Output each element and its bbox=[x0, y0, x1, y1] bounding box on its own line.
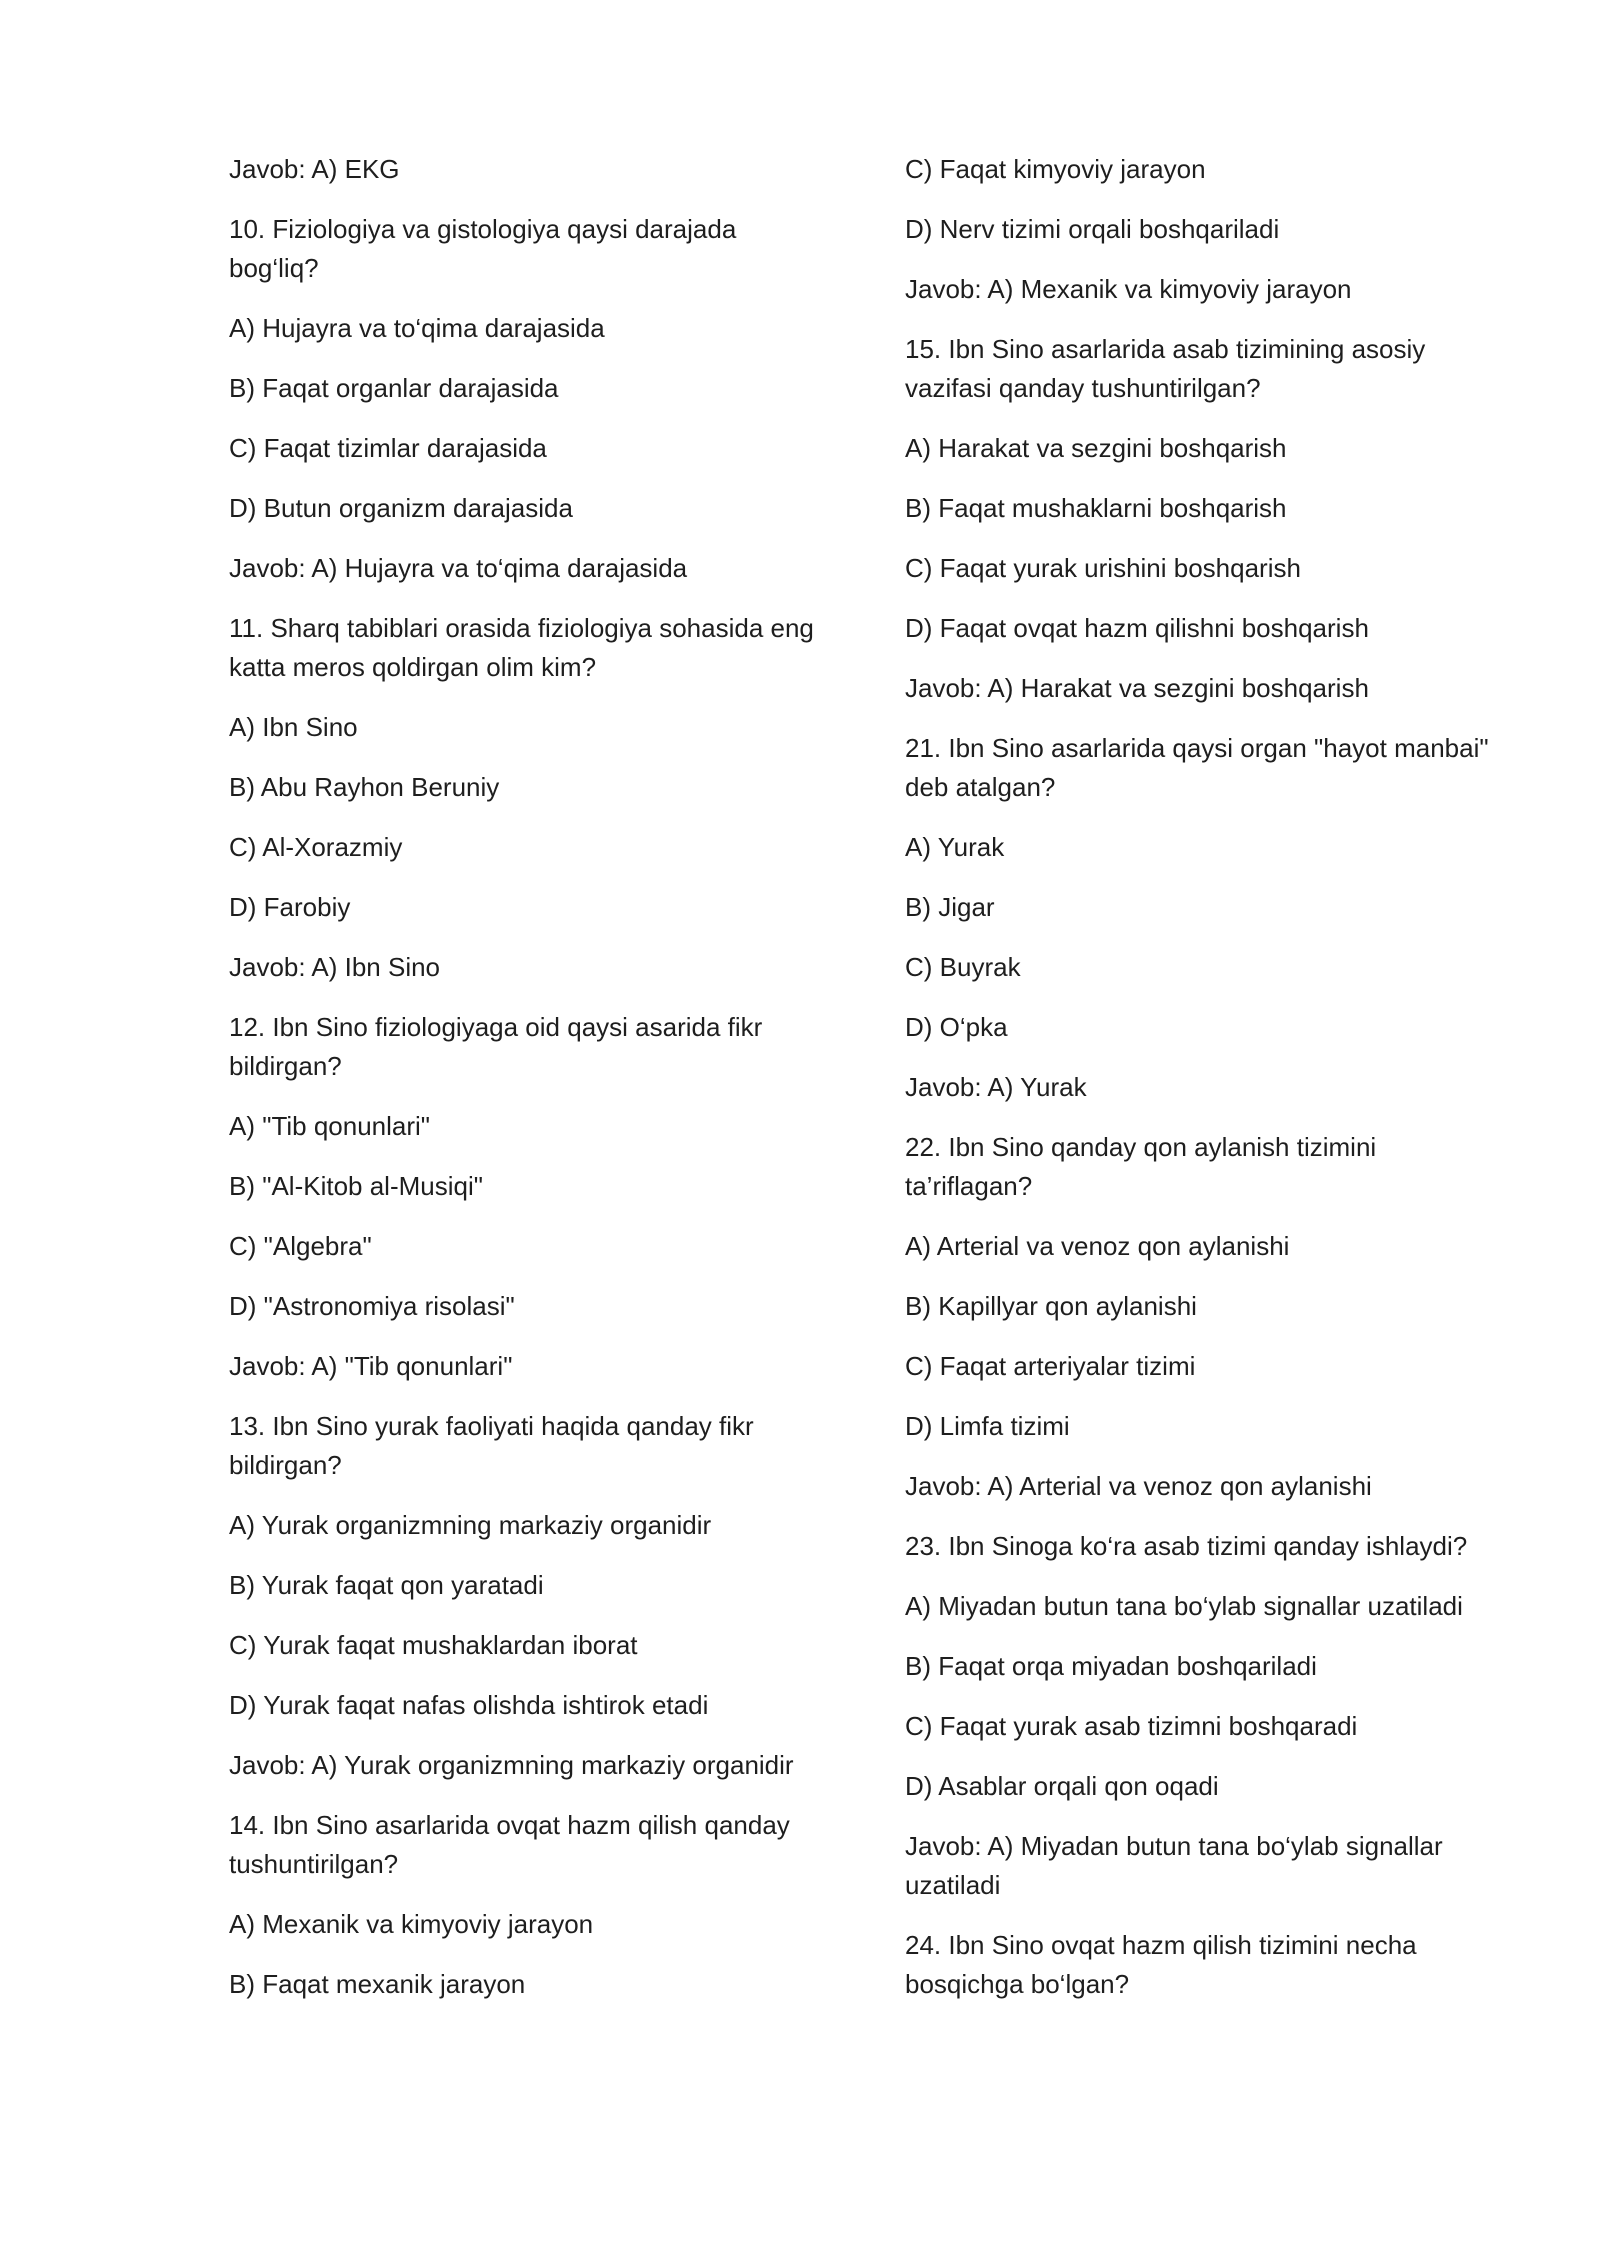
option-paragraph: B) Faqat orqa miyadan boshqariladi bbox=[905, 1651, 1317, 1681]
option-paragraph: C) Faqat tizimlar darajasida bbox=[229, 433, 547, 463]
option-paragraph: A) Miyadan butun tana bo‘ylab signallar uzatiladi bbox=[905, 1591, 1463, 1621]
option-paragraph: D) Faqat ovqat hazm qilishni boshqarish bbox=[905, 613, 1369, 643]
option-paragraph: D) Nerv tizimi orqali boshqariladi bbox=[905, 214, 1280, 244]
paragraph: Javob: A) EKG bbox=[229, 154, 400, 184]
answer-paragraph: Javob: A) Ibn Sino bbox=[229, 952, 441, 982]
answer-paragraph: Javob: A) Arterial va venoz qon aylanishi bbox=[905, 1471, 1372, 1501]
option-paragraph: A) Mexanik va kimyoviy jarayon bbox=[229, 1909, 594, 1939]
option-paragraph: D) Yurak faqat nafas olishda ishtirok etadi bbox=[229, 1690, 709, 1720]
option-paragraph: A) "Tib qonunlari" bbox=[229, 1111, 431, 1141]
question-paragraph: 23. Ibn Sinoga ko‘ra asab tizimi qanday ishlaydi? bbox=[905, 1531, 1468, 1561]
answer-paragraph: Javob: A) Harakat va sezgini boshqarish bbox=[905, 673, 1369, 703]
option-paragraph: C) Faqat arteriyalar tizimi bbox=[905, 1351, 1196, 1381]
answer-paragraph: Javob: A) Miyadan butun tana bo‘ylab signallar uzatiladi bbox=[905, 1831, 1443, 1900]
option-paragraph: D) Butun organizm darajasida bbox=[229, 493, 573, 523]
option-paragraph: B) Faqat mushaklarni boshqarish bbox=[905, 493, 1287, 523]
option-paragraph: D) Farobiy bbox=[229, 892, 351, 922]
option-paragraph: A) Harakat va sezgini boshqarish bbox=[905, 433, 1287, 463]
option-paragraph: B) Faqat mexanik jarayon bbox=[229, 1969, 526, 1999]
question-paragraph: 11. Sharq tabiblari orasida fiziologiya sohasida eng katta meros qoldirgan olim kim? bbox=[229, 613, 814, 682]
option-paragraph: B) Faqat organlar darajasida bbox=[229, 373, 559, 403]
option-paragraph: D) O‘pka bbox=[905, 1012, 1008, 1042]
answer-paragraph: Javob: A) "Tib qonunlari" bbox=[229, 1351, 513, 1381]
option-paragraph: B) Kapillyar qon aylanishi bbox=[905, 1291, 1197, 1321]
option-paragraph: A) Arterial va venoz qon aylanishi bbox=[905, 1231, 1290, 1261]
answer-paragraph: Javob: A) Mexanik va kimyoviy jarayon bbox=[905, 274, 1352, 304]
question-paragraph: 21. Ibn Sino asarlarida qaysi organ "hayot manbai" deb atalgan? bbox=[905, 733, 1489, 802]
option-paragraph: D) Limfa tizimi bbox=[905, 1411, 1070, 1441]
option-paragraph: D) Asablar orqali qon oqadi bbox=[905, 1771, 1219, 1801]
option-paragraph: C) Faqat kimyoviy jarayon bbox=[905, 154, 1206, 184]
option-paragraph: B) Jigar bbox=[905, 892, 995, 922]
option-paragraph: B) "Al-Kitob al-Musiqi" bbox=[229, 1171, 483, 1201]
answer-paragraph: Javob: A) Yurak organizmning markaziy organidir bbox=[229, 1750, 794, 1780]
option-paragraph: C) Faqat yurak urishini boshqarish bbox=[905, 553, 1301, 583]
option-paragraph: A) Yurak bbox=[905, 832, 1005, 862]
option-paragraph: C) Yurak faqat mushaklardan iborat bbox=[229, 1630, 638, 1660]
right-column bbox=[905, 150, 1505, 2025]
question-paragraph: 22. Ibn Sino qanday qon aylanish tizimini ta’riflagan? bbox=[905, 1132, 1377, 1201]
option-paragraph: C) Faqat yurak asab tizimni boshqaradi bbox=[905, 1711, 1358, 1741]
question-paragraph: 10. Fiziologiya va gistologiya qaysi darajada bog‘liq? bbox=[229, 214, 737, 283]
option-paragraph: A) Hujayra va to‘qima darajasida bbox=[229, 313, 605, 343]
option-paragraph: C) Al-Xorazmiy bbox=[229, 832, 403, 862]
question-paragraph: 12. Ibn Sino fiziologiyaga oid qaysi asarida fikr bildirgan? bbox=[229, 1012, 763, 1081]
option-paragraph: D) "Astronomiya risolasi" bbox=[229, 1291, 515, 1321]
option-paragraph: C) Buyrak bbox=[905, 952, 1021, 982]
option-paragraph: B) Abu Rayhon Beruniy bbox=[229, 772, 500, 802]
question-paragraph: 13. Ibn Sino yurak faoliyati haqida qanday fikr bildirgan? bbox=[229, 1411, 754, 1480]
option-paragraph: C) "Algebra" bbox=[229, 1231, 372, 1261]
question-paragraph: 15. Ibn Sino asarlarida asab tizimining asosiy vazifasi qanday tushuntirilgan? bbox=[905, 334, 1426, 403]
option-paragraph: A) Ibn Sino bbox=[229, 712, 358, 742]
question-paragraph: 14. Ibn Sino asarlarida ovqat hazm qilish qanday tushuntirilgan? bbox=[229, 1810, 790, 1879]
option-paragraph: B) Yurak faqat qon yaratadi bbox=[229, 1570, 544, 1600]
left-column bbox=[229, 150, 829, 2025]
question-paragraph: 24. Ibn Sino ovqat hazm qilish tizimini necha bosqichga bo‘lgan? bbox=[905, 1930, 1417, 1999]
answer-paragraph: Javob: A) Yurak bbox=[905, 1072, 1087, 1102]
option-paragraph: A) Yurak organizmning markaziy organidir bbox=[229, 1510, 712, 1540]
answer-paragraph: Javob: A) Hujayra va to‘qima darajasida bbox=[229, 553, 688, 583]
